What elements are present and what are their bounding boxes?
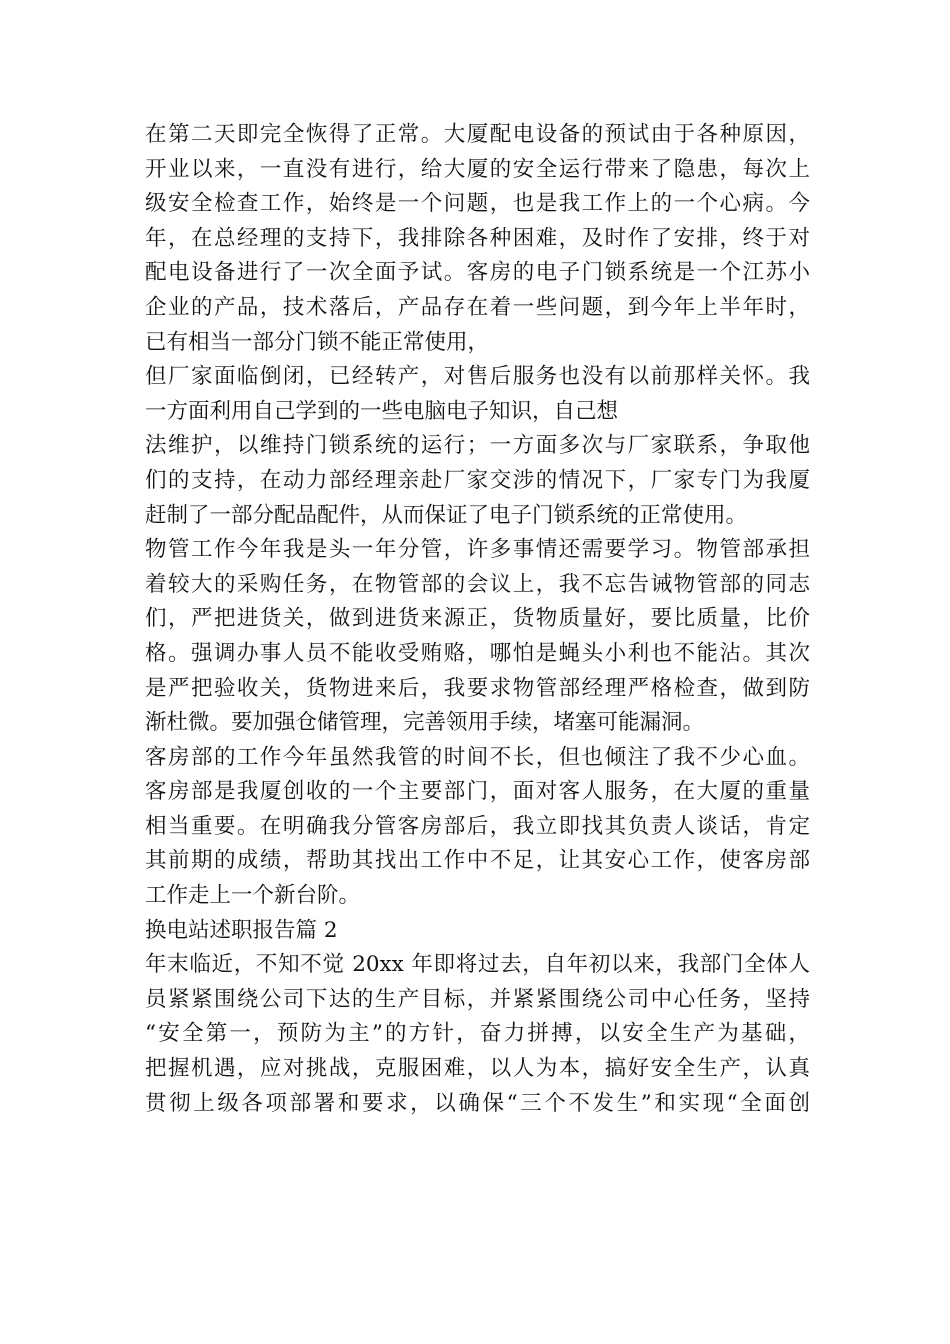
text-line: 客房部是我厦创收的一个主要部门，面对客人服务，在大厦的重量 xyxy=(145,779,810,805)
text-line: 格。强调办事人员不能收受贿赂，哪怕是蝇头小利也不能沾。其次 xyxy=(145,640,810,666)
text-line: 相当重要。在明确我分管客房部后，我立即找其负责人谈话，肯定 xyxy=(145,813,810,839)
text-line: “安全第一，预防为主”的方针，奋力拼搏，以安全生产为基础， xyxy=(145,1021,810,1047)
text-line: 们的支持，在动力部经理亲赴厂家交涉的情况下，厂家专门为我厦 xyxy=(145,467,810,493)
text-line: 但厂家面临倒闭，已经转产，对售后服务也没有以前那样关怀。我 xyxy=(145,364,810,390)
text-line: 换电站述职报告篇 2 xyxy=(145,917,338,943)
text-line: 赶制了一部分配品配件，从而保证了电子门锁系统的正常使用。 xyxy=(145,502,748,528)
text-line: 法维护，以维持门锁系统的运行；一方面多次与厂家联系，争取他 xyxy=(145,433,810,459)
document-page xyxy=(145,118,810,1121)
text-line: 着较大的采购任务，在物管部的会议上，我不忘告诫物管部的同志 xyxy=(145,571,810,597)
text-line: 渐杜微。要加强仓储管理，完善领用手续，堵塞可能漏洞。 xyxy=(145,710,705,736)
text-line: 级安全检查工作，始终是一个问题，也是我工作上的一个心病。今 xyxy=(145,191,810,217)
text-line: 贯彻上级各项部署和要求，以确保“三个不发生”和实现“全面创 xyxy=(145,1090,810,1116)
text-line: 一方面利用自己学到的一些电脑电子知识，自己想 xyxy=(145,398,619,424)
text-line: 工作走上一个新台阶。 xyxy=(145,883,361,909)
text-line: 是严把验收关，货物进来后，我要求物管部经理严格检查，做到防 xyxy=(145,675,810,701)
text-line: 开业以来，一直没有进行，给大厦的安全运行带来了隐患，每次上 xyxy=(145,156,810,182)
text-line: 客房部的工作今年虽然我管的时间不长，但也倾注了我不少心血。 xyxy=(145,744,810,770)
text-line: 配电设备进行了一次全面予试。客房的电子门锁系统是一个江苏小 xyxy=(145,260,810,286)
text-line: 在第二天即完全恢得了正常。大厦配电设备的预试由于各种原因， xyxy=(145,122,810,147)
text-line: 企业的产品，技术落后，产品存在着一些问题，到今年上半年时， xyxy=(145,294,810,320)
text-line: 们，严把进货关，做到进货来源正，货物质量好，要比质量，比价 xyxy=(145,606,810,632)
text-line: 员紧紧围绕公司下达的生产目标，并紧紧围绕公司中心任务，坚持 xyxy=(145,986,810,1012)
text-line: 年，在总经理的支持下，我排除各种困难，及时作了安排，终于对 xyxy=(145,225,810,251)
text-line: 其前期的成绩，帮助其找出工作中不足，让其安心工作，使客房部 xyxy=(145,848,810,874)
text-line: 物管工作今年我是头一年分管，许多事情还需要学习。物管部承担 xyxy=(145,537,810,563)
text-line: 把握机遇，应对挑战，克服困难，以人为本，搞好安全生产，认真 xyxy=(145,1056,810,1082)
text-line: 年末临近，不知不觉 20xx 年即将过去，自年初以来，我部门全体人 xyxy=(145,952,810,978)
text-line: 已有相当一部分门锁不能正常使用， xyxy=(145,329,490,355)
